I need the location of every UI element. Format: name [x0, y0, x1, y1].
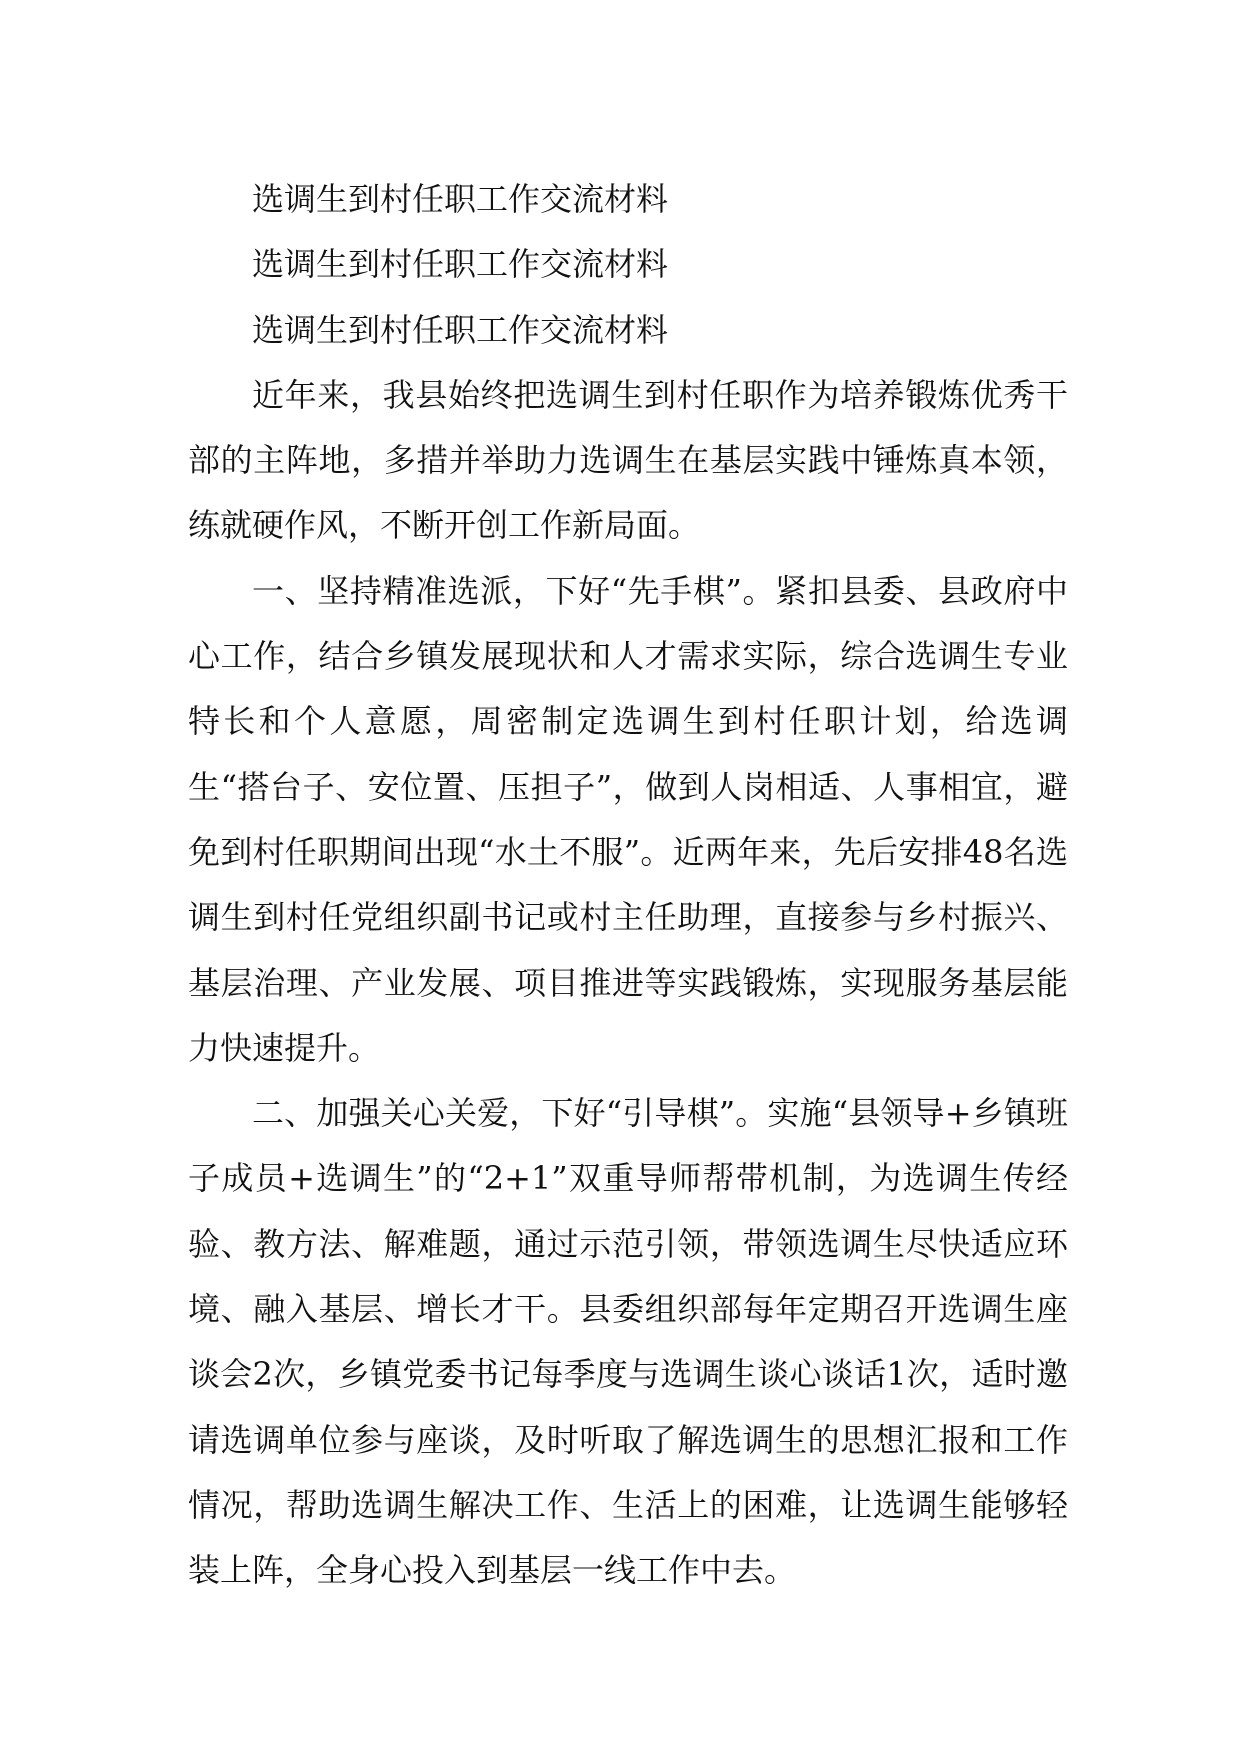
section-one-paragraph: 一、坚持精准选派，下好“先手棋”。紧扣县委、县政府中心工作，结合乡镇发展现状和人才需求实际，综合选调生专业特长和个人意愿，周密制定选调生到村任职计划，给选调生“搭台子、安位置、压担子”，做到人岗相适、人事相宜，避免到村任职期间出现“水土不服”。近两年来，先后安排48名选调生到村任党组织副书记或村主任助理，直接参与乡村振兴、基层治理、产业发展、项目推进等实践锻炼，实现服务基层能力快速提升。 — [188, 571, 1068, 1067]
document-title-line: 选调生到村任职工作交流材料 — [252, 245, 669, 284]
document-title-line: 选调生到村任职工作交流材料 — [252, 180, 669, 218]
section-two-paragraph: 二、加强关心关爱，下好“引导棋”。实施“县领导+乡镇班子成员+选调生”的“2+1”双重导师帮带机制，为选调生传经验、教方法、解难题，通过示范引领，带领选调生尽快适应环境、融入基层、增长才干。县委组织部每年定期召开选调生座谈会2次，乡镇党委书记每季度与选调生谈心谈话1次，适时邀请选调单位参与座谈，及时听取了解选调生的思想汇报和工作情况，帮助选调生解决工作、生活上的困难，让选调生能够轻装上阵，全身心投入到基层一线工作中去。 — [188, 1094, 1068, 1590]
intro-paragraph: 近年来，我县始终把选调生到村任职作为培养锻炼优秀干部的主阵地，多措并举助力选调生在基层实践中锤炼真本领，练就硬作风，不断开创工作新局面。 — [188, 375, 1068, 545]
document-body — [188, 167, 1068, 1604]
document-title-line: 选调生到村任职工作交流材料 — [252, 310, 669, 349]
